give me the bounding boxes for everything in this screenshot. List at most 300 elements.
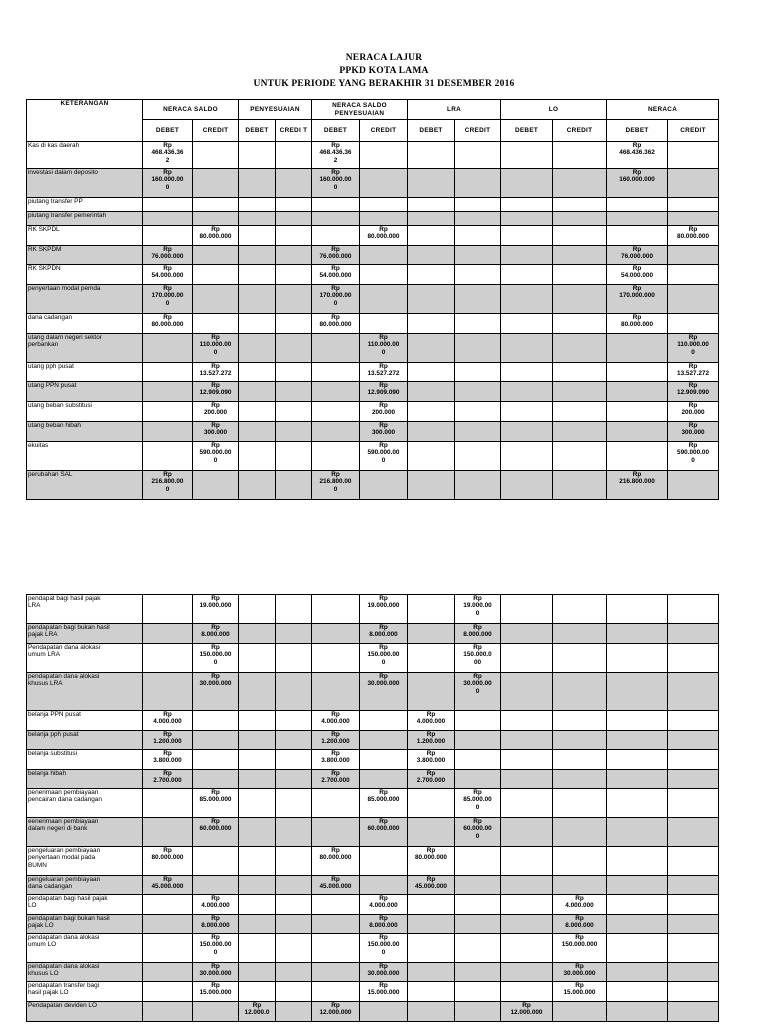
amount-cell [193, 624, 239, 644]
table-row [27, 142, 719, 169]
amount-cell [455, 644, 501, 673]
amount-cell [455, 915, 501, 934]
amount-cell [668, 711, 719, 731]
amount-value: Rp 13.527.272 [677, 363, 710, 378]
account-label [27, 226, 143, 246]
table-row [27, 1002, 719, 1022]
amount-cell [607, 915, 668, 934]
amount-cell [276, 934, 312, 963]
account-label [27, 934, 143, 963]
amount-cell [408, 789, 455, 818]
amount-cell [501, 226, 553, 246]
amount-cell [239, 212, 276, 226]
account-label-text: utang dalam negeri sektor perbankan [28, 334, 102, 349]
amount-cell [276, 876, 312, 895]
account-label [27, 1002, 143, 1022]
amount-cell [193, 1002, 239, 1022]
amount-cell [607, 876, 668, 895]
amount-value: Rp 30.000.000 [367, 673, 400, 688]
amount-cell [553, 422, 607, 442]
amount-value: Rp 8.000.000 [369, 624, 398, 639]
amount-cell [312, 818, 360, 847]
amount-cell [607, 382, 668, 402]
amount-cell [501, 314, 553, 334]
account-label-text: RK SKPDN [28, 265, 61, 272]
amount-value: Rp 150.000.00 0 [199, 644, 232, 666]
table-row [27, 169, 719, 198]
amount-cell [143, 402, 193, 422]
amount-cell [455, 471, 501, 500]
amount-cell [668, 876, 719, 895]
amount-value: Rp 4.000.000 [565, 895, 594, 910]
table-row [27, 789, 719, 818]
account-label [27, 731, 143, 750]
amount-cell [193, 915, 239, 934]
account-label [27, 442, 143, 471]
amount-cell [607, 334, 668, 363]
amount-cell [143, 595, 193, 624]
amount-cell [607, 895, 668, 915]
header-sub-credit: CREDIT [668, 120, 719, 142]
amount-value: Rp 8.000.000 [463, 624, 492, 639]
amount-cell [239, 246, 276, 265]
amount-value: Rp 150.000.00 0 [367, 934, 400, 956]
account-label [27, 895, 143, 915]
amount-cell [408, 847, 455, 876]
amount-cell [668, 422, 719, 442]
amount-value: Rp 468.436.362 [619, 142, 655, 157]
amount-cell [143, 915, 193, 934]
amount-cell [239, 731, 276, 750]
amount-value: Rp 45.000.000 [415, 876, 447, 891]
amount-value: Rp 60.000.000 [199, 818, 232, 833]
header-sub-debet: DEBET [239, 120, 276, 142]
amount-value: Rp 12.909.090 [367, 382, 400, 397]
amount-cell [360, 847, 408, 876]
amount-cell [553, 1002, 607, 1022]
amount-cell [607, 847, 668, 876]
account-label-text: pendapat bagi hasil pajak LRA [28, 595, 101, 610]
amount-cell [553, 770, 607, 789]
table-row [27, 673, 719, 711]
amount-value: Rp 60.000.000 [367, 818, 400, 833]
amount-cell [607, 212, 668, 226]
amount-value: Rp 160.000.00 0 [151, 169, 184, 191]
amount-cell [239, 363, 276, 382]
amount-cell [501, 382, 553, 402]
amount-cell [501, 285, 553, 314]
amount-cell [193, 265, 239, 285]
account-label-text: Pendapatan deviden LO [28, 1002, 97, 1009]
account-label [27, 595, 143, 624]
amount-cell [360, 142, 408, 169]
amount-cell [143, 934, 193, 963]
amount-cell [360, 1002, 408, 1022]
worksheet-table-top [26, 99, 719, 500]
amount-cell [455, 198, 501, 212]
amount-cell [455, 169, 501, 198]
amount-cell [455, 934, 501, 963]
header-lo: LO [501, 100, 607, 120]
amount-value: Rp 4.000.000 [369, 895, 398, 910]
amount-value: Rp 160.000.000 [619, 169, 655, 184]
amount-cell [360, 595, 408, 624]
amount-value: Rp 8.000.000 [201, 915, 230, 930]
amount-cell [501, 198, 553, 212]
amount-value: Rp 80.000.000 [319, 314, 352, 329]
amount-cell [553, 624, 607, 644]
header-group-row [27, 100, 719, 120]
amount-cell [239, 198, 276, 212]
amount-cell [276, 982, 312, 1002]
title-line-2: PPKD KOTA LAMA [339, 66, 429, 76]
amount-cell [360, 895, 408, 915]
amount-cell [276, 624, 312, 644]
amount-cell [360, 442, 408, 471]
amount-value: Rp 3.800.000 [321, 750, 350, 765]
account-label-text: investasi dalam deposito [28, 169, 98, 176]
amount-cell [143, 314, 193, 334]
amount-cell [143, 382, 193, 402]
amount-cell [360, 673, 408, 711]
title-line-3: UNTUK PERIODE YANG BERAKHIR 31 DESEMBER 2016 [253, 79, 515, 89]
amount-cell [143, 142, 193, 169]
amount-cell [143, 770, 193, 789]
amount-cell [455, 711, 501, 731]
amount-cell [501, 265, 553, 285]
amount-cell [143, 789, 193, 818]
amount-value: Rp 19.000.00 0 [463, 595, 492, 617]
amount-cell [312, 198, 360, 212]
amount-cell [668, 963, 719, 982]
amount-cell [553, 934, 607, 963]
amount-cell [312, 789, 360, 818]
amount-cell [408, 422, 455, 442]
amount-cell [360, 402, 408, 422]
amount-cell [501, 963, 553, 982]
amount-cell [501, 915, 553, 934]
amount-cell [239, 402, 276, 422]
amount-cell [668, 847, 719, 876]
amount-value: Rp 300.000 [681, 422, 705, 437]
account-label [27, 915, 143, 934]
amount-cell [408, 314, 455, 334]
amount-cell [607, 265, 668, 285]
amount-cell [668, 471, 719, 500]
amount-cell [239, 422, 276, 442]
amount-cell [553, 265, 607, 285]
amount-cell [455, 789, 501, 818]
amount-cell [276, 442, 312, 471]
amount-value: Rp 80.000.000 [677, 226, 710, 241]
table-row [27, 285, 719, 314]
table-row [27, 246, 719, 265]
amount-cell [239, 876, 276, 895]
account-label-text: penerimaan pembiayaan pencairan dana cadangan [28, 789, 102, 804]
amount-value: Rp 300.000 [203, 422, 228, 437]
amount-value: Rp 590.000.00 0 [367, 442, 400, 464]
amount-cell [312, 770, 360, 789]
header-sub-credit: CREDIT [455, 120, 501, 142]
amount-cell [607, 422, 668, 442]
amount-cell [239, 644, 276, 673]
amount-cell [312, 915, 360, 934]
amount-value: Rp 80.000.000 [621, 314, 654, 329]
amount-cell [193, 212, 239, 226]
amount-cell [239, 265, 276, 285]
amount-cell [607, 750, 668, 770]
amount-value: Rp 12.000.000 [510, 1002, 543, 1017]
amount-cell [239, 334, 276, 363]
amount-value: Rp 80.000.000 [199, 226, 232, 241]
amount-cell [193, 789, 239, 818]
amount-cell [607, 1002, 668, 1022]
amount-value: Rp 54.000.000 [319, 265, 352, 280]
amount-value: Rp 110.000.00 0 [677, 334, 709, 356]
amount-cell [607, 818, 668, 847]
amount-value: Rp 8.000.000 [565, 915, 594, 930]
amount-cell [501, 644, 553, 673]
amount-cell [501, 142, 553, 169]
header-sub-credit: CREDIT [193, 120, 239, 142]
account-label [27, 750, 143, 770]
amount-value: Rp 19.000.000 [199, 595, 232, 610]
amount-value: Rp 170.000.00 0 [151, 285, 184, 307]
amount-cell [143, 471, 193, 500]
amount-cell [553, 198, 607, 212]
amount-cell [668, 750, 719, 770]
amount-cell [607, 711, 668, 731]
amount-value: Rp 45.000.000 [151, 876, 184, 891]
amount-cell [455, 382, 501, 402]
amount-cell [143, 285, 193, 314]
amount-cell [143, 169, 193, 198]
account-label [27, 818, 143, 847]
amount-cell [239, 471, 276, 500]
amount-cell [607, 442, 668, 471]
amount-cell [553, 334, 607, 363]
amount-cell [668, 644, 719, 673]
header-sub-debet: DEBET [312, 120, 360, 142]
amount-cell [239, 750, 276, 770]
amount-cell [360, 876, 408, 895]
table-row [27, 624, 719, 644]
amount-cell [312, 673, 360, 711]
amount-value: Rp 150.000.000 [561, 934, 598, 949]
amount-cell [668, 770, 719, 789]
amount-cell [501, 402, 553, 422]
amount-value: Rp 300.000 [371, 422, 396, 437]
amount-cell [408, 982, 455, 1002]
amount-cell [455, 212, 501, 226]
amount-value: Rp 12.909.090 [199, 382, 232, 397]
account-label-text: pengeluaran pembiayaan penyertaan modal pada BUMN [28, 847, 101, 869]
amount-cell [455, 265, 501, 285]
amount-cell [408, 169, 455, 198]
amount-value: Rp 12.000.0 [244, 1002, 270, 1017]
amount-cell [360, 198, 408, 212]
amount-value: Rp 19.000.000 [367, 595, 400, 610]
amount-cell [276, 818, 312, 847]
amount-cell [408, 226, 455, 246]
amount-cell [312, 895, 360, 915]
table-row [27, 442, 719, 471]
header-penyesuaian: PENYESUAIAN [239, 100, 312, 120]
amount-cell [143, 1002, 193, 1022]
account-label [27, 471, 143, 500]
account-label-text: pendapatan dana alokasi umum LO [28, 934, 100, 949]
table-row [27, 895, 719, 915]
amount-cell [501, 169, 553, 198]
amount-cell [239, 142, 276, 169]
amount-value: Rp 76.000.000 [151, 246, 184, 261]
amount-cell [607, 770, 668, 789]
account-label [27, 402, 143, 422]
amount-cell [360, 363, 408, 382]
amount-cell [408, 334, 455, 363]
table-row [27, 363, 719, 382]
amount-cell [553, 876, 607, 895]
amount-cell [360, 711, 408, 731]
amount-value: Rp 8.000.000 [201, 624, 230, 639]
amount-cell [501, 750, 553, 770]
account-label-text: pengeluaran pembiayaan dana cadangan [28, 876, 101, 891]
amount-cell [276, 212, 312, 226]
amount-value: Rp 200.000 [371, 402, 396, 417]
amount-cell [312, 442, 360, 471]
table-row [27, 265, 719, 285]
amount-cell [455, 422, 501, 442]
amount-cell [553, 382, 607, 402]
table-row [27, 915, 719, 934]
header-sub-credit: CREDI T [276, 120, 312, 142]
amount-value: Rp 590.000.00 0 [199, 442, 232, 464]
amount-cell [193, 363, 239, 382]
amount-cell [276, 731, 312, 750]
amount-cell [553, 142, 607, 169]
amount-value: Rp 590.000.00 0 [677, 442, 710, 464]
account-label-text: pendapatan dana alokasi khusus LRA [28, 673, 100, 688]
account-label-text: utang beban substitusi [28, 402, 92, 409]
amount-value: Rp 3.800.000 [416, 750, 446, 765]
table-row [27, 422, 719, 442]
amount-cell [239, 169, 276, 198]
amount-cell [193, 963, 239, 982]
amount-value: Rp 30.000.000 [199, 673, 232, 688]
amount-cell [501, 624, 553, 644]
amount-cell [501, 982, 553, 1002]
amount-cell [455, 442, 501, 471]
amount-cell [668, 934, 719, 963]
amount-cell [143, 895, 193, 915]
amount-cell [276, 285, 312, 314]
amount-value: Rp 80.000.000 [151, 847, 184, 862]
amount-cell [360, 382, 408, 402]
amount-cell [312, 402, 360, 422]
table-row [27, 731, 719, 750]
table-row [27, 471, 719, 500]
amount-cell [276, 644, 312, 673]
account-label [27, 673, 143, 711]
amount-cell [360, 422, 408, 442]
amount-cell [668, 624, 719, 644]
amount-cell [501, 876, 553, 895]
amount-cell [143, 847, 193, 876]
amount-cell [607, 169, 668, 198]
amount-cell [276, 673, 312, 711]
amount-cell [553, 285, 607, 314]
amount-cell [239, 963, 276, 982]
amount-cell [501, 731, 553, 750]
amount-value: Rp 54.000.000 [151, 265, 184, 280]
amount-cell [193, 334, 239, 363]
amount-cell [143, 198, 193, 212]
amount-cell [553, 402, 607, 422]
amount-value: Rp 200.000 [203, 402, 228, 417]
amount-value: Rp 8.000.000 [369, 915, 398, 930]
account-label [27, 212, 143, 226]
amount-cell [455, 982, 501, 1002]
amount-cell [312, 624, 360, 644]
account-label-text: eenerimaan pembiayaan dalam negeri di bank [28, 818, 99, 833]
amount-cell [193, 442, 239, 471]
amount-cell [239, 595, 276, 624]
amount-cell [607, 644, 668, 673]
amount-cell [312, 382, 360, 402]
amount-cell [143, 731, 193, 750]
account-label-text: utang beban hibah [28, 422, 81, 429]
amount-cell [501, 789, 553, 818]
amount-cell [276, 1002, 312, 1022]
table-row [27, 770, 719, 789]
amount-cell [668, 915, 719, 934]
amount-cell [553, 226, 607, 246]
account-label-text: RK SKPDL [28, 226, 60, 233]
amount-cell [668, 402, 719, 422]
amount-cell [408, 750, 455, 770]
amount-cell [408, 471, 455, 500]
amount-cell [668, 334, 719, 363]
amount-cell [276, 847, 312, 876]
amount-cell [668, 363, 719, 382]
amount-cell [239, 789, 276, 818]
amount-cell [360, 963, 408, 982]
amount-value: Rp 12.000.000 [319, 1002, 352, 1017]
amount-cell [455, 1002, 501, 1022]
amount-cell [312, 711, 360, 731]
amount-cell [408, 363, 455, 382]
amount-cell [193, 471, 239, 500]
amount-cell [239, 1002, 276, 1022]
amount-cell [408, 876, 455, 895]
amount-cell [408, 644, 455, 673]
amount-cell [239, 818, 276, 847]
amount-cell [276, 402, 312, 422]
account-label-text: perubahan SAL [28, 471, 73, 478]
amount-cell [455, 334, 501, 363]
account-label [27, 334, 143, 363]
amount-value: Rp 2.700.000 [153, 770, 182, 785]
amount-cell [312, 644, 360, 673]
account-label-text: pendapatan dana alokasi khusus LO [28, 963, 100, 978]
amount-cell [408, 402, 455, 422]
amount-cell [455, 770, 501, 789]
amount-cell [607, 246, 668, 265]
account-label-text: pendapatan transfer bagi hasil pajak LO [28, 982, 100, 997]
worksheet-body-bottom [27, 595, 719, 1022]
amount-value: Rp 468.436.36 2 [319, 142, 352, 164]
amount-cell [455, 963, 501, 982]
